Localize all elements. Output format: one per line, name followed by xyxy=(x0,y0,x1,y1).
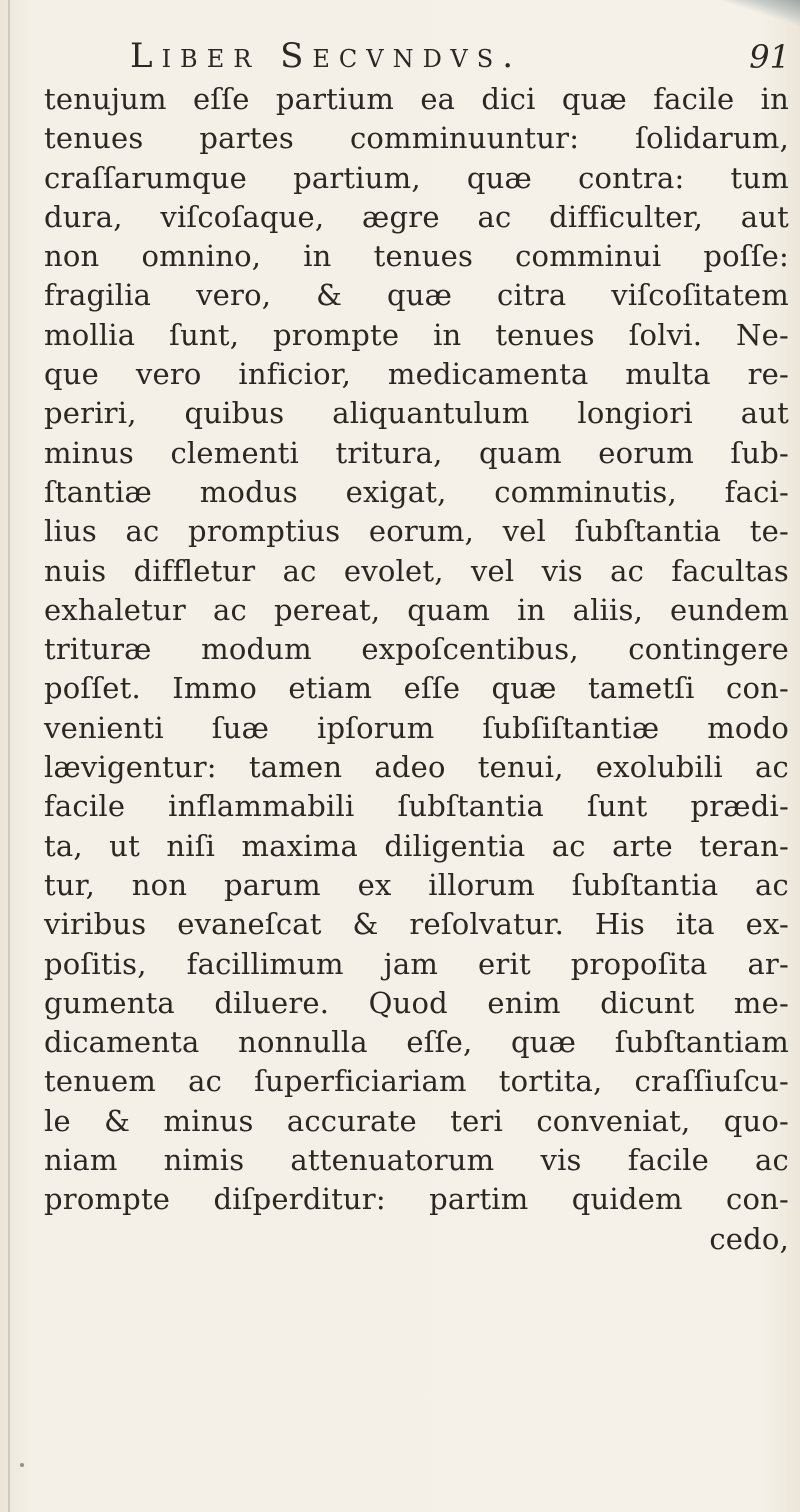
text-line: viribus evaneſcat & reſolvatur. His ita ex- xyxy=(44,907,789,942)
text-line: venienti ſuæ ipſorum ſubſiſtantiæ modo xyxy=(44,710,789,745)
text-line: mollia ſunt, prompte in tenues ſolvi. Ne- xyxy=(44,317,789,352)
ink-speck xyxy=(20,1463,24,1467)
text-line: cedo, xyxy=(709,1221,789,1256)
text-line: poſſet. Immo etiam eſſe quæ tametſi con- xyxy=(44,671,789,706)
page-header xyxy=(130,36,790,86)
gutter-shadow xyxy=(8,0,10,1512)
text-line: exhaletur ac pereat, quam in aliis, eundem xyxy=(44,592,789,627)
text-line: prompte diſperditur: partim quidem con- xyxy=(44,1182,789,1217)
text-line: craſſarumque partium, quæ contra: tum xyxy=(44,160,789,195)
text-line: nuis diffletur ac evolet, vel vis ac facultas xyxy=(44,553,789,588)
text-line: ſtantiæ modus exigat, comminutis, faci- xyxy=(44,474,789,509)
page-number: 91 xyxy=(749,38,790,76)
text-line: periri, quibus aliquantulum longiori aut xyxy=(44,396,789,431)
text-line: facile inflammabili ſubſtantia ſunt prædi- xyxy=(44,789,789,824)
text-line: dura, viſcoſaque, ægre ac difficulter, aut xyxy=(44,199,789,234)
text-line: niam nimis attenuatorum vis facile ac xyxy=(44,1143,789,1178)
text-line: le & minus accurate teri conveniat, quo- xyxy=(44,1103,789,1138)
running-head: Liber Secvndvs. xyxy=(130,36,523,76)
text-line: fragilia vero, & quæ citra viſcoſitatem xyxy=(44,278,789,313)
text-line: ta, ut niſi maxima diligentia ac arte teran- xyxy=(44,828,789,863)
text-line: gumenta diluere. Quod enim dicunt me- xyxy=(44,985,789,1020)
body-text xyxy=(44,80,789,1259)
text-line: tur, non parum ex illorum ſubſtantia ac xyxy=(44,867,789,902)
text-line: non omnino, in tenues comminui poſſe: xyxy=(44,239,789,274)
text-line: que vero inficior, medicamenta multa re- xyxy=(44,357,789,392)
text-line: lævigentur: tamen adeo tenui, exolubili ac xyxy=(44,750,789,785)
text-line: trituræ modum expoſcentibus, contingere xyxy=(44,632,789,667)
text-line: tenuem ac ſuperficiariam tortita, craſſiuſcu- xyxy=(44,1064,789,1099)
text-line: tenujum eſſe partium ea dici quæ facile in xyxy=(44,82,789,116)
text-line: minus clementi tritura, quam eorum ſub- xyxy=(44,435,789,470)
text-line: tenues partes comminuuntur: ſolidarum, xyxy=(44,121,789,156)
text-line: poſitis, facillimum jam erit propoſita ar- xyxy=(44,946,789,981)
text-line: lius ac promptius eorum, vel ſubſtantia te- xyxy=(44,514,789,549)
text-line: dicamenta nonnulla eſſe, quæ ſubſtantiam xyxy=(44,1025,789,1060)
